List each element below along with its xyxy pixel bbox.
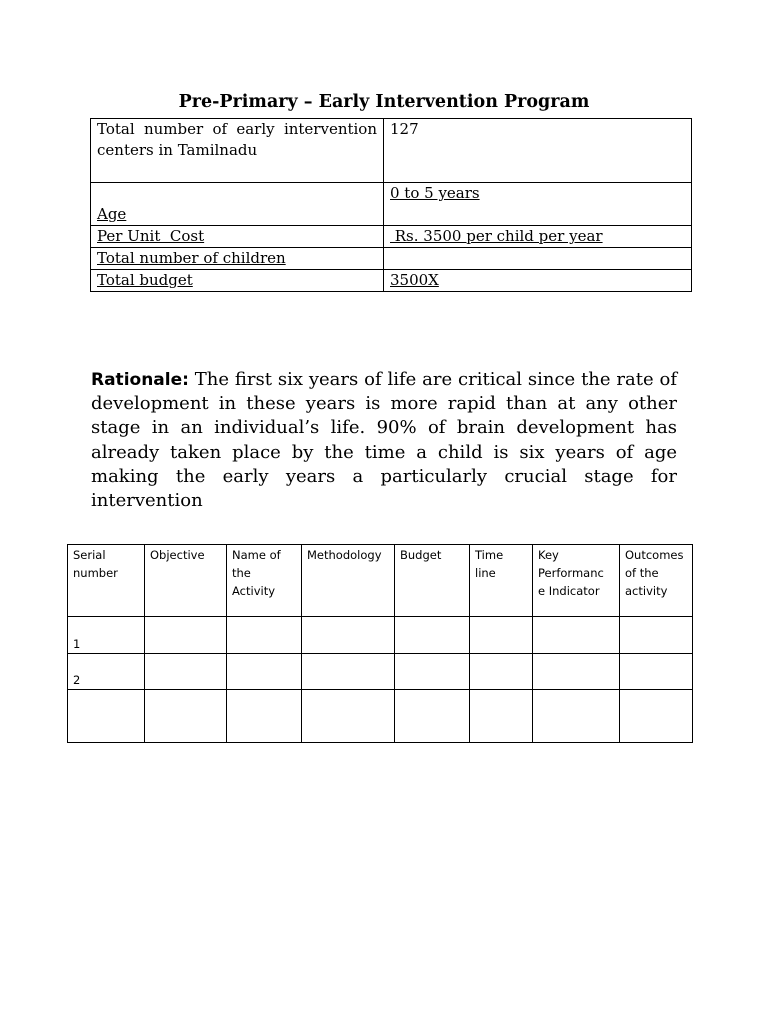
cell (145, 617, 227, 654)
table-row (68, 617, 693, 654)
col-time-line: Time line (470, 545, 533, 617)
cell (145, 654, 227, 690)
cell (533, 654, 620, 690)
cell (145, 690, 227, 743)
summary-table (90, 118, 692, 292)
col-kpi: Key Performanc e Indicator (533, 545, 620, 617)
cell (227, 690, 302, 743)
cell (227, 654, 302, 690)
budget-value: 3500X (384, 270, 692, 292)
cell (470, 617, 533, 654)
unit-cost-label: Per Unit Cost (91, 226, 384, 248)
table-row (91, 183, 692, 226)
cell: 2 (68, 654, 145, 690)
cell (395, 617, 470, 654)
page-title: Pre-Primary – Early Intervention Program (178, 92, 590, 112)
centers-label: Total number of early intervention centers in Tamilnadu (91, 119, 384, 183)
table-row (91, 270, 692, 292)
cell (533, 617, 620, 654)
cell (395, 654, 470, 690)
children-label: Total number of children (91, 248, 384, 270)
table-row (68, 690, 693, 743)
budget-label: Total budget (91, 270, 384, 292)
cell (470, 654, 533, 690)
children-value (384, 248, 692, 270)
col-objective: Objective (145, 545, 227, 617)
rationale-body: The first six years of life are critical since the rate of development in these years is more rapid than at any other stage in an individual’s life. 90% of brain development has already taken place by the time a child is six years of age making the early years a particularly crucial stage for intervention (91, 369, 677, 512)
unit-cost-value: Rs. 3500 per child per year (384, 226, 692, 248)
cell (620, 690, 693, 743)
table-row (91, 119, 692, 183)
cell (533, 690, 620, 743)
cell: 1 (68, 617, 145, 654)
table-row (91, 248, 692, 270)
cell (227, 617, 302, 654)
table-row (68, 654, 693, 690)
age-value: 0 to 5 years (384, 183, 692, 226)
rationale-paragraph (91, 368, 677, 513)
cell (302, 654, 395, 690)
rationale-heading: Rationale: (91, 370, 189, 390)
col-methodology: Methodology (302, 545, 395, 617)
col-serial-number: Serial number (68, 545, 145, 617)
cell (620, 617, 693, 654)
col-activity-name: Name of the Activity (227, 545, 302, 617)
cell (302, 690, 395, 743)
age-label: Age (91, 183, 384, 226)
cell (68, 690, 145, 743)
activity-table (67, 544, 693, 743)
header-row (68, 545, 693, 617)
cell (395, 690, 470, 743)
col-outcomes: Outcomes of the activity (620, 545, 693, 617)
cell (470, 690, 533, 743)
table-row (91, 226, 692, 248)
cell (620, 654, 693, 690)
centers-value: 127 (384, 119, 692, 183)
col-budget: Budget (395, 545, 470, 617)
cell (302, 617, 395, 654)
